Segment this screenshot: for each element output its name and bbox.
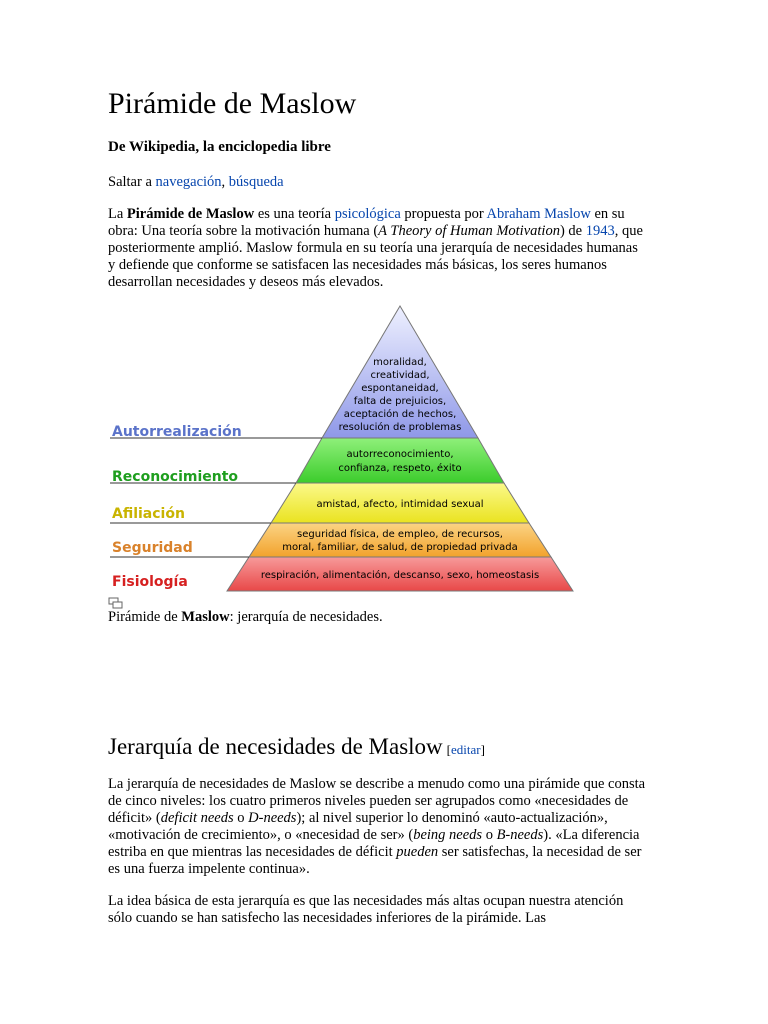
level-label-autorrealizacion: Autorrealización [112, 424, 242, 440]
para-text: ); al nivel superior lo denominó «auto-actualización», «motivación de crecimiento», o «necesidad de ser» ( [108, 810, 608, 843]
para-text: ). «La diferencia estriba en que mientras las necesidades de déficit [108, 827, 640, 860]
tier-text: resolución de problemas [338, 422, 462, 433]
para-italic: D-needs [248, 810, 297, 826]
intro-text: , que posteriormente amplió. Maslow formula en su teoría una jerarquía de necesidades humanas y defiende que conforme se satisfacen las necesidades más básicas, los seres humanos desarrollan necesidades y deseos más elevados. [108, 223, 643, 290]
hierarchy-paragraph [108, 776, 648, 878]
section-title: Jerarquía de necesidades de Maslow [108, 734, 443, 759]
intro-text: ) de [559, 223, 586, 239]
intro-text: La [108, 206, 127, 222]
psicologica-link[interactable]: psicológica [334, 206, 401, 222]
caption-text: Pirámide de [108, 609, 182, 625]
jump-links [108, 174, 284, 191]
search-link[interactable]: búsqueda [228, 174, 284, 190]
page-subtitle: De Wikipedia, la enciclopedia libre [108, 139, 331, 155]
abraham-maslow-link[interactable]: Abraham Maslow [486, 206, 591, 222]
intro-bold: Pirámide de Maslow [126, 206, 255, 222]
para-italic: B-needs [496, 827, 544, 843]
edit-link[interactable]: editar [451, 742, 481, 757]
tier-text: creatividad, [370, 370, 430, 381]
caption-text: : jerarquía de necesidades. [229, 609, 383, 625]
tier-text: moral, familiar, de salud, de propiedad privada [282, 542, 518, 553]
para-italic: being needs [413, 827, 483, 843]
para-italic: deficit needs [160, 810, 234, 826]
enlarge-icon[interactable] [108, 597, 124, 609]
intro-italic: A Theory of Human Motivation [378, 223, 560, 239]
tier-text: autorreconocimiento, [346, 449, 454, 460]
page-title: Pirámide de Maslow [108, 87, 357, 120]
para-text: ser satisfechas, la necesidad de ser es una fuerza impelente continua». [108, 844, 642, 877]
para-text: o [233, 810, 249, 826]
maslow-pyramid-image[interactable] [100, 300, 580, 595]
pyramid-tier-esteem [296, 438, 504, 483]
year-1943-link[interactable]: 1943 [585, 223, 615, 239]
level-label-seguridad: Seguridad [112, 540, 193, 556]
edit-bracket: [ [446, 742, 451, 757]
para-text: La jerarquía de necesidades de Maslow se describe a menudo como una pirámide que consta de cinco niveles: los cuatro primeros niveles pueden ser agrupados como «necesidades de déficit» ( [108, 776, 646, 826]
tier-text: aceptación de hechos, [343, 409, 457, 420]
level-label-afiliacion: Afiliación [112, 506, 185, 522]
intro-text: propuesta por [400, 206, 487, 222]
tier-text: respiración, alimentación, descanso, sexo, homeostasis [260, 570, 540, 581]
intro-text: en su obra: Una teoría sobre la motivación humana ( [108, 206, 625, 239]
tier-text: seguridad física, de empleo, de recursos, [297, 529, 503, 540]
jump-prefix: Saltar a [108, 174, 156, 190]
tier-text: falta de prejuicios, [353, 396, 447, 407]
navigation-link[interactable]: navegación [155, 174, 222, 190]
caption-bold: Maslow [181, 609, 230, 625]
jump-separator: , [221, 174, 229, 190]
level-label-reconocimiento: Reconocimiento [112, 469, 239, 485]
tier-text: amistad, afecto, intimidad sexual [316, 499, 484, 510]
intro-paragraph [108, 206, 648, 291]
figure-caption [108, 609, 383, 626]
intro-text: es una teoría [254, 206, 335, 222]
tier-text: confianza, respeto, éxito [338, 463, 462, 474]
tier-text: moralidad, [373, 357, 427, 368]
para-text: o [482, 827, 497, 843]
section-heading [108, 733, 485, 761]
level-label-fisiologia: Fisiología [112, 574, 188, 590]
para-italic: pueden [396, 844, 439, 860]
idea-paragraph: La idea básica de esta jerarquía es que las necesidades más altas ocupan nuestra atención sólo cuando se han satisfecho las necesidades inferiores de la pirámide. Las [108, 893, 624, 926]
edit-bracket: ] [480, 742, 485, 757]
tier-text: espontaneidad, [361, 383, 439, 394]
